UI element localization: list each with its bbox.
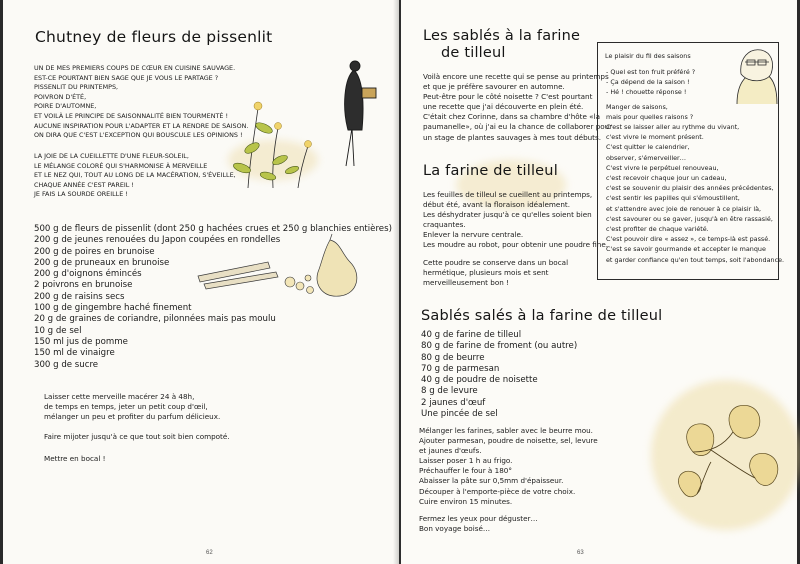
sables-title	[423, 28, 580, 62]
intro2-line: CHAQUE ANNÉE C'EST PAREIL !	[34, 180, 134, 189]
paragraph-line: un stage de plantes sauvages à mes tout débuts.	[423, 132, 602, 142]
ingredient-line: 500 g de fleurs de pissenlit (dont 250 g hachées crues et 250 g blanchies entières)	[34, 224, 392, 234]
box-line: c'est vivre le moment présent.	[606, 133, 704, 142]
paragraph-line: paumanelle», où j'ai eu la chance de collaborer pour	[423, 122, 613, 132]
paragraph-line: Peut-être pour le côté noisette ? C'est pourtant	[423, 92, 593, 102]
box-line: C'est quitter le calendrier,	[606, 143, 690, 152]
box-line: - Ça dépend de la saison !	[606, 78, 690, 87]
box-line: c'est profiter de chaque variété.	[606, 225, 709, 234]
page-edge	[0, 0, 3, 564]
sables-title-line-1: Les sablés à la farine	[423, 28, 581, 44]
intro-line: EST-CE POURTANT BIEN SAGE QUE JE VOUS LE PARTAGE ?	[34, 73, 219, 82]
paragraph-line: Cette poudre se conserve dans un bocal	[423, 258, 569, 267]
paragraph-line: craquantes.	[423, 220, 466, 230]
sables-closing	[419, 514, 538, 534]
paragraph-line: Voilà encore une recette qui se pense au printemps	[423, 72, 609, 81]
ingredient-line: 200 g d'oignons émincés	[34, 269, 142, 280]
ingredient-line: 70 g de parmesan	[421, 363, 500, 374]
step-line: et jaunes d'œufs.	[419, 446, 482, 456]
paragraph-line: Les moudre au robot, pour obtenir une poudre fine.	[423, 240, 609, 250]
ingredient-line: 10 g de sel	[34, 325, 82, 336]
step-line: mélanger un peu et profiter du parfum délicieux.	[44, 412, 221, 422]
step-line: Laisser cette merveille macérer 24 à 48h,	[44, 392, 195, 401]
box-line: - Hé ! chouette réponse !	[606, 88, 687, 97]
intro2-line: ET LE NEZ QUI, TOUT AU LONG DE LA MACÉRATION, S'ÉVEILLE,	[34, 171, 236, 180]
paragraph-line: Les déshydrater jusqu'à ce qu'elles soient bien	[423, 210, 592, 220]
ingredient-line: 100 g de gingembre haché finement	[34, 303, 192, 314]
box-line: c'est savourer ou se gaver, jusqu'à en être rassasié,	[606, 214, 773, 223]
box-line: et s'attendre avec joie de renouer à ce plaisir là,	[606, 204, 762, 213]
ingredient-line: 80 g de farine de froment (ou autre)	[421, 341, 578, 352]
paragraph-line: une recette que j'ai découverte en plein été.	[423, 102, 584, 112]
ingredient-line: 150 ml de vinaigre	[34, 348, 115, 359]
ingredient-line: 200 g de raisins secs	[34, 291, 125, 302]
step-line: Cuire environ 15 minutes.	[419, 496, 513, 506]
intro-line: AUCUNE INSPIRATION POUR L'ADAPTER ET LA RENDRE DE SAISON.	[34, 121, 249, 130]
box-line: - Quel est ton fruit préféré ?	[606, 68, 696, 76]
seasons-box-title: Le plaisir du fil des saisons	[605, 52, 691, 60]
box-line: et garder confiance qu'en tout temps, soit l'abondance.	[606, 255, 785, 264]
ingredient-line: Une pincée de sel	[421, 409, 498, 420]
step-line: Laisser poser 1 h au frigo.	[419, 456, 513, 466]
chutney-simmer-step: Faire mijoter jusqu'à ce que tout soit bien compoté.	[44, 432, 230, 441]
paragraph-line: Enlever la nervure centrale.	[423, 230, 524, 240]
closing-line: Bon voyage boisé…	[419, 524, 491, 534]
chutney-intro	[34, 64, 248, 141]
page-number-right: 63	[577, 550, 584, 556]
box-line: C'est pouvoir dire « assez », ce temps-là est passé.	[606, 235, 771, 244]
chutney-title: Chutney de fleurs de pissenlit	[35, 28, 273, 46]
left-page	[0, 0, 399, 564]
sables-sales-title: Sablés salés à la farine de tilleul	[421, 308, 663, 324]
box-line: C'est se savoir gourmande et accepter le manque	[606, 245, 766, 254]
farine-title: La farine de tilleul	[423, 163, 558, 179]
sables-ingredients	[421, 330, 577, 420]
sables-title-line-2: de tilleul	[441, 45, 506, 61]
paragraph-line: et que je préfère savourer en automne.	[423, 82, 565, 92]
chutney-steps	[44, 392, 220, 422]
sables-intro	[423, 72, 612, 143]
intro-line: ET VOILÀ LE PRINCIPE DE SAISONNALITÉ BIEN TOURMENTÉ !	[34, 111, 229, 120]
box-line: C'est vivre le perpétuel renouveau,	[606, 163, 719, 172]
ingredient-line: 300 g de sucre	[34, 359, 99, 370]
box-line: c'est se souvenir du plaisir des années précédentes,	[606, 184, 774, 193]
step-line: Préchauffer le four à 180°	[419, 466, 512, 476]
step-line: Découper à l'emporte-pièce de votre choix.	[419, 486, 576, 496]
paragraph-line: Les feuilles de tilleul se cueillent au printemps,	[423, 190, 593, 199]
ingredient-line: 40 g de poudre de noisette	[421, 375, 538, 386]
box-line: c'est sentir les papilles qui s'émoustillent,	[606, 194, 740, 203]
ingredient-line: 200 g de pruneaux en brunoise	[34, 257, 170, 268]
step-line: Ajouter parmesan, poudre de noisette, sel, levure	[419, 436, 598, 446]
chutney-ingredients-illustration	[190, 232, 380, 302]
farine-storage	[423, 258, 568, 288]
right-page	[401, 0, 800, 564]
chutney-jar-step: Mettre en bocal !	[44, 454, 106, 463]
paragraph-line: merveilleusement bon !	[423, 278, 509, 288]
intro2-line: JE FAIS LA SOURDE OREILLE !	[34, 190, 128, 199]
paragraph-line: C'était chez Corinne, dans sa chambre d'hôte «la	[423, 112, 600, 122]
ingredient-line: 2 jaunes d'œuf	[421, 397, 486, 408]
sables-steps	[419, 426, 598, 507]
ingredient-line: 8 g de levure	[421, 386, 478, 397]
box-line: observer, s'émerveiller…	[606, 153, 687, 162]
dandelion-gatherer-illustration	[228, 48, 388, 198]
intro-line: UN DE MES PREMIERS COUPS DE CŒUR EN CUISINE SAUVAGE.	[34, 64, 236, 72]
paragraph-line: début été, avant la floraison idéalement.	[423, 200, 570, 210]
ingredient-line: 200 g de jeunes renouées du Japon coupées en rondelles	[34, 235, 281, 246]
linden-leaves-illustration	[663, 392, 793, 512]
intro2-line: LA JOIE DE LA CUEILLETTE D'UNE FLEUR-SOLEIL,	[34, 152, 189, 160]
ingredient-line: 80 g de beurre	[421, 352, 485, 363]
author-portrait-illustration	[727, 44, 779, 108]
intro2-line: LE MÉLANGE COLORÉ QUI S'HARMONISE À MERVEILLE	[34, 161, 208, 170]
ingredient-line: 150 ml jus de pomme	[34, 336, 128, 347]
ingredient-line: 40 g de farine de tilleul	[421, 330, 522, 340]
box-line: mais pour quelles raisons ?	[606, 112, 694, 121]
page-number-left: 62	[206, 550, 213, 556]
box-line: C'est se laisser aller au rythme du vivant,	[606, 123, 740, 132]
farine-paragraph	[423, 190, 608, 251]
step-line: de temps en temps, jeter un petit coup d'œil,	[44, 402, 208, 412]
ingredient-line: 20 g de graines de coriandre, pilonnées mais pas moulu	[34, 314, 276, 325]
intro-line: POIVRON D'ÉTÉ,	[34, 92, 87, 101]
ingredient-line: 200 g de poires en brunoise	[34, 246, 155, 257]
paragraph-line: hermétique, plusieurs mois et sent	[423, 268, 549, 278]
intro-line: PISSENLIT DU PRINTEMPS,	[34, 83, 119, 92]
ingredient-line: 2 poivrons en brunoise	[34, 280, 133, 291]
step-line: Abaisser la pâte sur 0,5mm d'épaisseur.	[419, 476, 564, 486]
step-line: Mélanger les farines, sabler avec le beurre mou.	[419, 426, 593, 435]
box-line: Manger de saisons,	[606, 102, 668, 111]
chutney-intro-2	[34, 152, 236, 200]
intro-line: POIRE D'AUTOMNE,	[34, 102, 97, 111]
box-line: c'est recevoir chaque jour un cadeau,	[606, 174, 727, 183]
intro-line: ON DIRA QUE C'EST L'EXCEPTION QUI BOUSCULE LES OPINIONS !	[34, 131, 243, 140]
closing-line: Fermez les yeux pour déguster…	[419, 514, 538, 523]
